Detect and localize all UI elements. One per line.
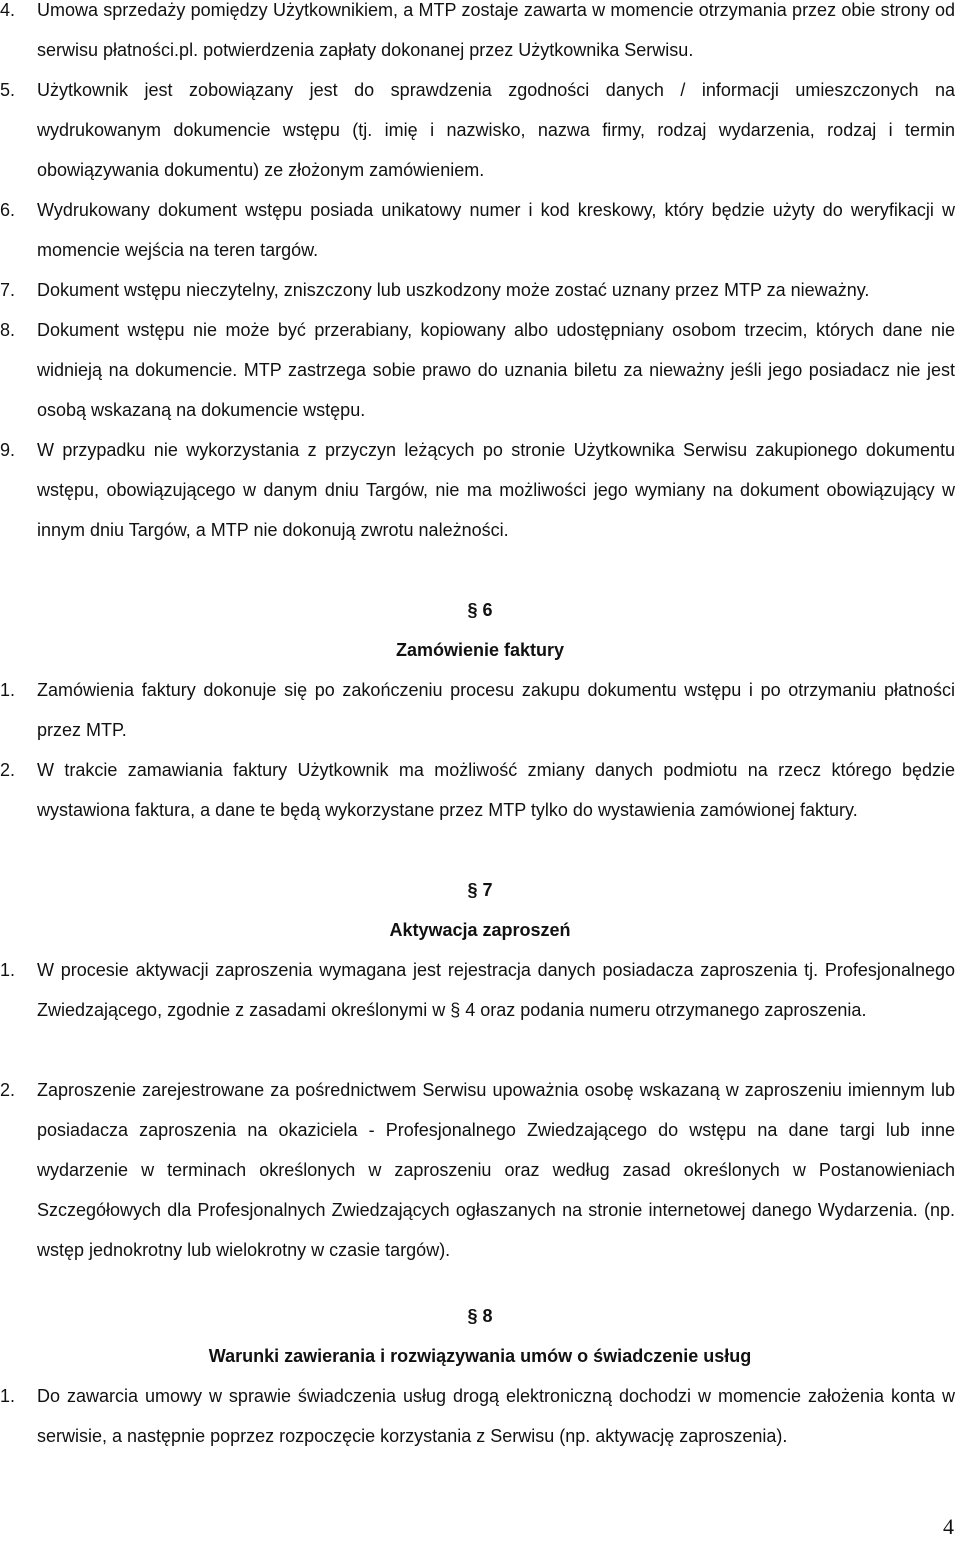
- clause-text: Użytkownik jest zobowiązany jest do sprawdzenia zgodności danych / informacji umieszczonych na wydrukowanym dokumencie wstępu (tj. imię i nazwisko, nazwa firmy, rodzaj wydarzenia, rodzaj i termin obowiązywania dokumentu) ze złożonym zamówieniem.: [37, 80, 955, 180]
- clause-4: [0, 0, 960, 70]
- clause-text: Dokument wstępu nieczytelny, zniszczony lub uszkodzony może zostać uznany przez MTP za nieważny.: [37, 280, 870, 300]
- clause-number: 4.: [0, 0, 16, 20]
- clause-number: 8.: [0, 320, 16, 340]
- clause-number: 7.: [0, 280, 16, 300]
- clause-6: [0, 190, 960, 270]
- clause-number: 1.: [0, 680, 16, 700]
- clause-text: W przypadku nie wykorzystania z przyczyn leżących po stronie Użytkownika Serwisu zakupionego dokumentu wstępu, obowiązującego w danym dniu Targów, nie ma możliwości jego wymiany na dokument obowiązujący w innym dniu Targów, a MTP nie dokonują zwrotu należności.: [37, 440, 955, 540]
- clause-text: Wydrukowany dokument wstępu posiada unikatowy numer i kod kreskowy, który będzie użyty do weryfikacji w momencie wejścia na teren targów.: [37, 200, 955, 260]
- section-6-clause-1: [0, 670, 960, 750]
- section-8-number: § 8: [467, 1306, 493, 1326]
- clause-5: [0, 70, 960, 190]
- clause-text: Do zawarcia umowy w sprawie świadczenia usług drogą elektroniczną dochodzi w momencie założenia konta w serwisie, a następnie poprzez rozpoczęcie korzystania z Serwisu (np. aktywację zaproszenia).: [37, 1386, 955, 1446]
- clause-number: 2.: [0, 1080, 16, 1100]
- section-8-clause-1: [0, 1376, 960, 1456]
- section-6-number: § 6: [467, 600, 493, 620]
- clause-text: Zamówienia faktury dokonuje się po zakończeniu procesu zakupu dokumentu wstępu i po otrzymaniu płatności przez MTP.: [37, 680, 955, 740]
- section-8-title: Warunki zawierania i rozwiązywania umów o świadczenie usług: [208, 1346, 752, 1366]
- clause-text: W trakcie zamawiania faktury Użytkownik ma możliwość zmiany danych podmiotu na rzecz którego będzie wystawiona faktura, a dane te będą wykorzystane przez MTP tylko do wystawienia zamówionej faktury.: [37, 760, 955, 820]
- clause-9: [0, 430, 960, 550]
- section-7-title: Aktywacja zaproszeń: [389, 920, 571, 940]
- clause-text: W procesie aktywacji zaproszenia wymagana jest rejestracja danych posiadacza zaproszenia tj. Profesjonalnego Zwiedzającego, zgodnie z zasadami określonymi w § 4 oraz podania numeru otrzymanego zaproszenia.: [37, 960, 955, 1020]
- section-7-number: § 7: [467, 880, 493, 900]
- clause-8: [0, 310, 960, 430]
- section-6-clause-2: [0, 750, 960, 830]
- section-6-title: Zamówienie faktury: [395, 640, 565, 660]
- clause-7: [0, 270, 960, 310]
- clause-number: 9.: [0, 440, 16, 460]
- section-7-clause-1: [0, 950, 960, 1030]
- page-number: 4: [943, 1514, 954, 1539]
- clause-number: 6.: [0, 200, 16, 220]
- clause-number: 1.: [0, 960, 16, 980]
- clause-text: Dokument wstępu nie może być przerabiany, kopiowany albo udostępniany osobom trzecim, których dane nie widnieją na dokumencie. MTP zastrzega sobie prawo do uznania biletu za nieważny jeśli jego posiadacz nie jest osobą wskazaną na dokumencie wstępu.: [37, 320, 955, 420]
- clause-text: Zaproszenie zarejestrowane za pośrednictwem Serwisu upoważnia osobę wskazaną w zaproszeniu imiennym lub posiadacza zaproszenia na okaziciela - Profesjonalnego Zwiedzającego do wstępu na dane targi lub inne wydarzenie w terminach określonych w zaproszeniu oraz według zasad określonych w Postanowieniach Szczegółowych dla Profesjonalnych Zwiedzających ogłaszanych na stronie internetowej danego Wydarzenia. (np. wstęp jednokrotny lub wielokrotny w czasie targów).: [37, 1080, 955, 1260]
- clause-number: 1.: [0, 1386, 16, 1406]
- clause-number: 5.: [0, 80, 16, 100]
- section-7-clause-2: [0, 1070, 960, 1270]
- clause-number: 2.: [0, 760, 16, 780]
- clause-text: Umowa sprzedaży pomiędzy Użytkownikiem, a MTP zostaje zawarta w momencie otrzymania przez obie strony od serwisu płatności.pl. potwierdzenia zapłaty dokonanej przez Użytkownika Serwisu.: [37, 0, 955, 60]
